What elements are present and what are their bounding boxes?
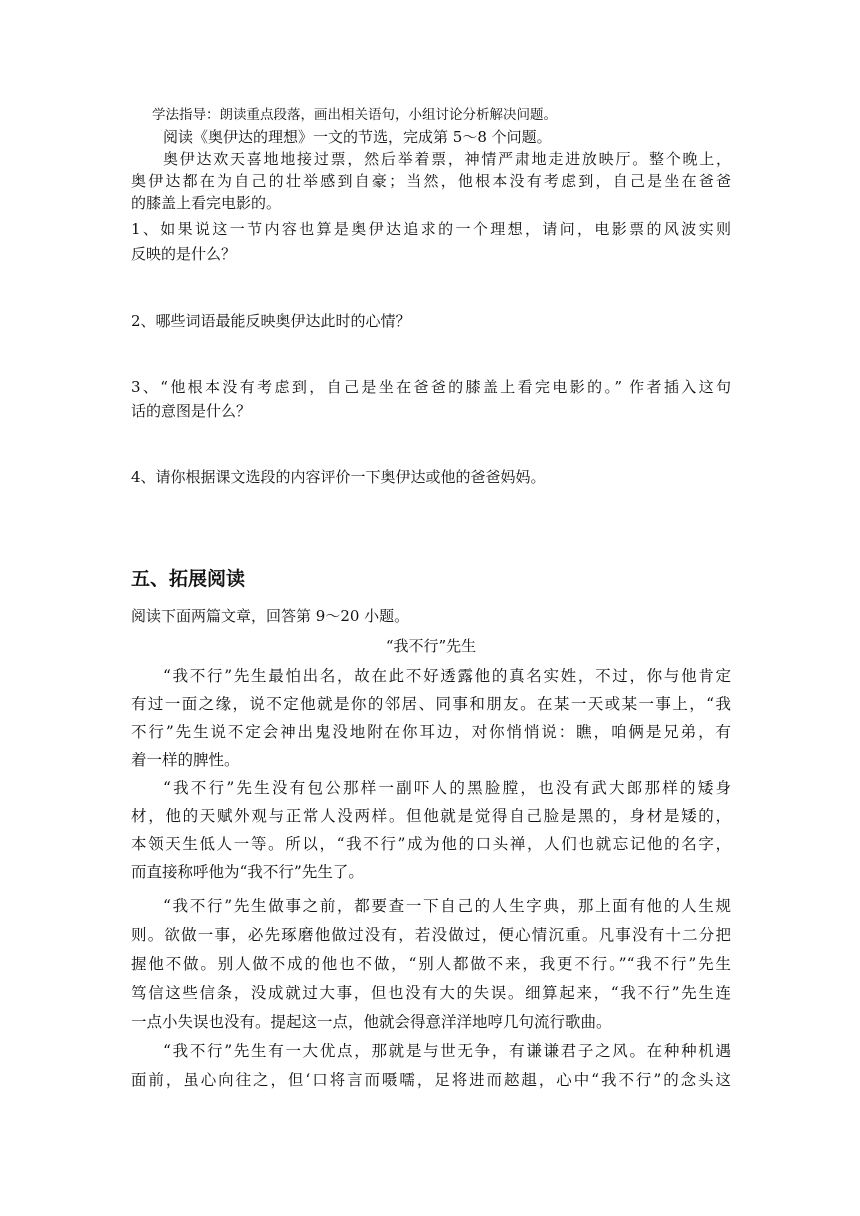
article-line: 握他不做。别人做不成的他也不做，“别人都做不来，我更不行。”“我不行”先生 [131,955,731,973]
article-line: “我不行”先生最怕出名，故在此不好透露他的真名实姓，不过，你与他肯定 [163,667,731,685]
article-line: 有过一面之缘，说不定他就是你的邻居、同事和朋友。在某一天或某一事上，“我 [131,695,731,713]
article-line: 而直接称呼他为“我不行”先生了。 [131,863,364,881]
excerpt-line-1: 奥伊达欢天喜地地接过票，然后举着票，神情严肃地走进放映厅。整个晚上， [163,150,731,168]
study-guidance: 学法指导：朗读重点段落，画出相关语句，小组讨论分析解决问题。 [152,107,557,123]
question-3-line-1: 3、“他根本没有考虑到，自己是坐在爸爸的膝盖上看完电影的。” 作者插入这句 [131,378,731,396]
article-line: 笃信这些信条，没成就过大事，但也没有大的失误。细算起来，“我不行”先生连 [131,984,731,1002]
section-heading: 五、拓展阅读 [131,568,246,590]
reading-intro: 阅读《奥伊达的理想》一文的节选，完成第 5～8 个问题。 [163,128,552,146]
article-line: “我不行”先生有一大优点，那就是与世无争，有谦谦君子之风。在种种机遇 [163,1042,731,1060]
excerpt-line-3: 的膝盖上看完电影的。 [131,194,282,212]
question-2: 2、哪些词语最能反映奥伊达此时的心情？ [131,312,411,330]
article-line: “我不行”先生没有包公那样一副吓人的黑脸膛，也没有武大郎那样的矮身 [163,779,731,797]
article-line: 则。欲做一事，必先琢磨他做过没有，若没做过，便心情沉重。凡事没有十二分把 [131,926,731,944]
question-4: 4、请你根据课文选段的内容评价一下奥伊达或他的爸爸妈妈。 [131,468,546,486]
article-line: 面前，虽心向往之，但‘口将言而嗫嚅，足将进而趑趄，心中“我不行”的念头这 [131,1071,731,1089]
article-line: “我不行”先生做事之前，都要查一下自己的人生字典，那上面有他的人生规 [163,897,731,915]
article-line: 一点小失误也没有。提起这一点，他就会得意洋洋地哼几句流行歌曲。 [131,1013,612,1031]
question-3-line-2: 话的意图是什么？ [131,402,252,420]
excerpt-line-2: 奥伊达都在为自己的壮举感到自豪；当然，他根本没有考虑到，自己是坐在爸爸 [131,172,731,190]
article-title: “我不行”先生 [385,637,477,655]
article-line: 着一样的脾性。 [131,751,240,769]
article-line: 本领天生低人一等。所以，“我不行”成为他的口头禅，人们也就忘记他的名字， [131,835,731,853]
article-line: 不行”先生说不定会神出鬼没地附在你耳边，对你悄悄说：瞧，咱俩是兄弟，有 [131,723,731,741]
section-instruction: 阅读下面两篇文章，回答第 9～20 小题。 [131,607,410,625]
article-line: 材，他的天赋外观与正常人没两样。但他就是觉得自己脸是黑的，身材是矮的， [131,807,731,825]
question-1-line-1: 1、如果说这一节内容也算是奥伊达追求的一个理想，请问，电影票的风波实则 [131,220,731,238]
question-1-line-2: 反映的是什么？ [131,245,237,263]
